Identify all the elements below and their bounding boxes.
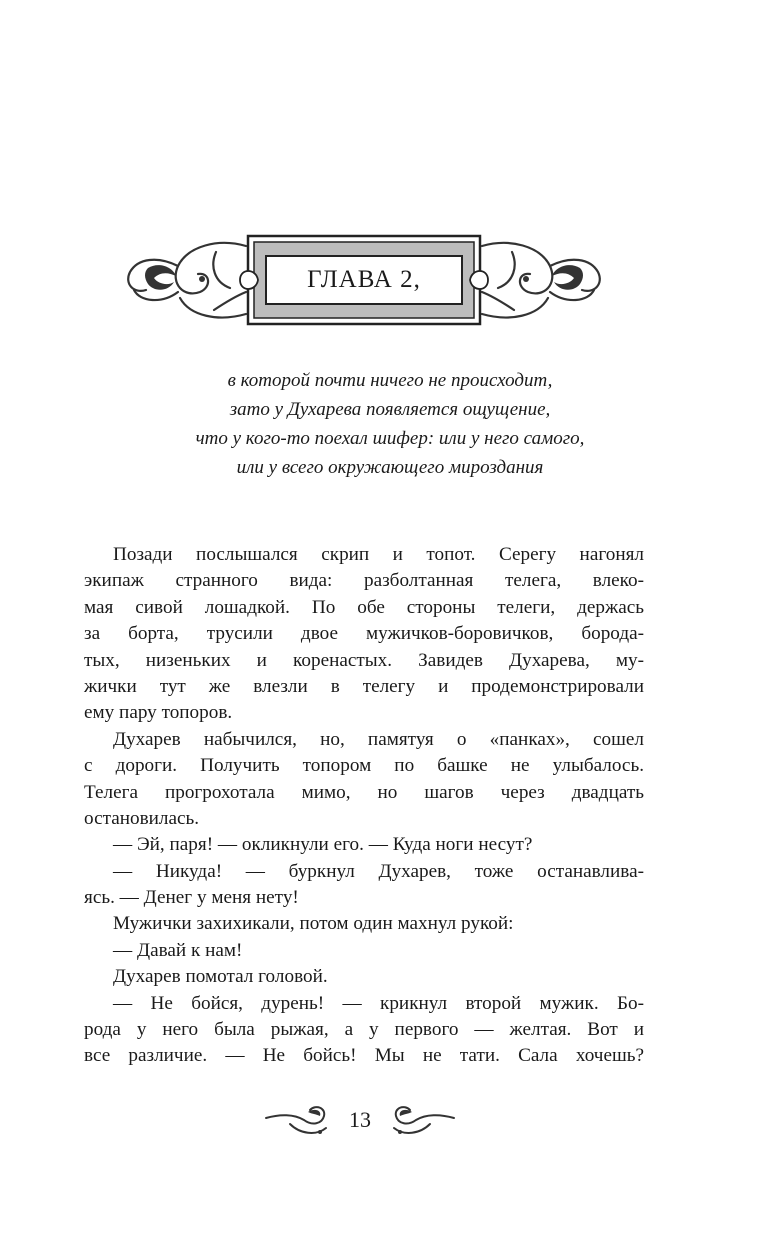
text-line: ему пару топоров. — [84, 702, 233, 724]
epigraph-line: зато у Духарева появляется ощущение, — [229, 399, 551, 420]
text-line: все различие. — Не бойсь! Мы не тати. Сала хочешь? — [84, 1045, 644, 1067]
text-line: — Не бойся, дурень! — крикнул второй мужик. Бо- — [113, 992, 644, 1014]
text-line: Духарев набычился, но, памятуя о «панках», сошел — [113, 728, 644, 750]
text-line: с дороги. Получить топором по башке не улыбалось. — [84, 755, 644, 777]
left-flourish — [128, 243, 246, 318]
body-text — [84, 542, 644, 1070]
epigraph-line: или у всего окружающего мироздания — [236, 457, 544, 478]
chapter-title: ГЛАВА 2, — [307, 266, 421, 293]
text-line: мая сивой лошадкой. По обе стороны телеги, держась — [84, 596, 644, 618]
text-line: Позади послышался скрип и топот. Серегу нагонял — [113, 544, 644, 565]
chapter-header — [118, 232, 610, 328]
text-line: остановилась. — [84, 807, 200, 829]
text-line: — Эй, паря! — окликнули его. — Куда ноги несут? — [113, 834, 533, 856]
text-line: Телега прогрохотала мимо, но шагов через двадцать — [84, 781, 644, 803]
epigraph-line: что у кого-то поехал шифер: или у него самого, — [195, 428, 585, 449]
text-line: тых, низеньких и коренастых. Завидев Духарева, му- — [84, 649, 644, 671]
text-line: рода у него была рыжая, а у первого — желтая. Вот и — [84, 1019, 644, 1041]
page-number: 13 — [349, 1107, 371, 1132]
text-line: — Давай к нам! — [113, 939, 243, 961]
text-line: жички тут же влезли в телегу и продемонстрировали — [84, 675, 644, 697]
text-line: Духарев помотал головой. — [113, 966, 328, 988]
page-footer — [260, 1098, 460, 1142]
text-line: Мужички захихикали, потом один махнул рукой: — [113, 913, 514, 935]
epigraph-line: в которой почти ничего не происходит, — [227, 370, 553, 391]
right-flourish — [482, 243, 600, 318]
text-line: ясь. — Денег у меня нету! — [84, 887, 299, 909]
text-line: за борта, трусили двое мужичков-боровичков, борода- — [84, 623, 644, 645]
text-line: экипаж странного вида: разболтанная телега, влеко- — [84, 570, 644, 592]
text-line: — Никуда! — буркнул Духарев, тоже останавлива- — [113, 860, 644, 882]
chapter-epigraph — [90, 366, 690, 482]
